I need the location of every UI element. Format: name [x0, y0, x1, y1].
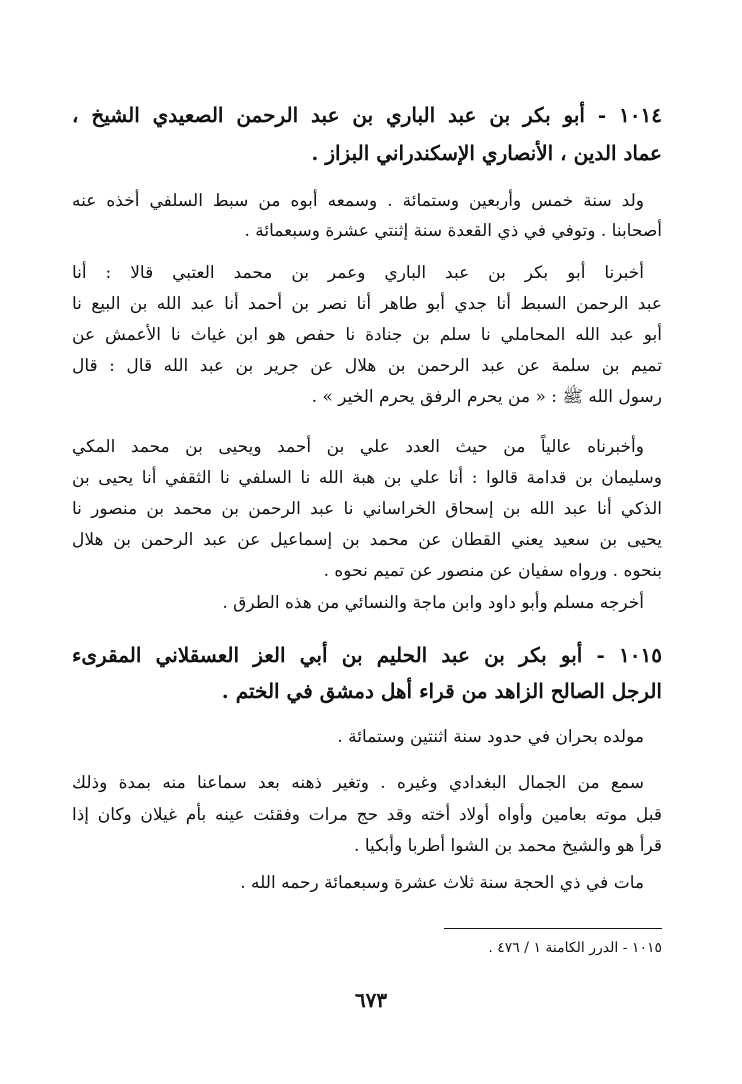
entry-1014-p3-line-3: الذكي أنا عبد الله بن إسحاق الخراساني نا عبد الرحمن بن محمد بن منصور نا	[72, 499, 662, 519]
entry-1014-heading-line-1: ١٠١٤ - أبو بكر بن عبد الباري بن عبد الرحمن الصعيدي الشيخ ،	[72, 103, 662, 127]
entry-1014-p1-line-1: ولد سنة خمس وأربعين وستمائة . وسمعه أبوه من سبط السلفي أخذه عنه	[72, 191, 644, 211]
page-number: ٦٧٣	[354, 988, 388, 1012]
footnote-divider	[444, 928, 662, 929]
entry-1014-p3-line-1: وأخبرناه عالياً من حيث العدد علي بن أحمد ويحيى بن محمد المكي	[72, 437, 644, 457]
entry-1014-p3-line-2: وسليمان بن قدامة قالوا : أنا علي بن هبة الله نا السلفي نا الثقفي أنا يحيى بن	[72, 468, 662, 488]
entry-1015-p2-line-2: قبل موته بعامين وأواه أولاد أخته وقد حج مرات وفقئت عينه بأم غيلان وكان إذا	[72, 805, 662, 825]
entry-1014-p2-line-1: أخبرنا أبو بكر بن عبد الباري وعمر بن محمد العتبي قالا : أنا	[72, 263, 644, 283]
entry-1014-p4-line-1: أخرجه مسلم وأبو داود وابن ماجة والنسائي من هذه الطرق .	[222, 593, 644, 613]
entry-1014-p2-line-3: أبو عبد الله المحاملي نا سلم بن جنادة نا حفص هو ابن غياث نا الأعمش عن	[72, 325, 662, 345]
entry-1014-p2-line-2: عبد الرحمن السبط أنا جدي أبو طاهر أنا نصر بن أحمد أنا عبد الله بن البيع نا	[72, 294, 662, 314]
entry-1014-p1-line-2: أصحابنا . وتوفي في ذي القعدة سنة إثنتي عشرة وسبعمائة .	[244, 221, 662, 241]
entry-1015-p1-line-1: مولده بحران في حدود سنة اثنتين وستمائة .	[337, 727, 644, 747]
entry-1015-p3-line-1: مات في ذي الحجة سنة ثلاث عشرة وسبعمائة رحمه الله .	[240, 873, 644, 893]
entry-1015-p2-line-1: سمع من الجمال البغدادي وغيره . وتغير ذهنه بعد سماعنا منه بمدة وذلك	[72, 773, 644, 793]
entry-1014-p2-line-5: رسول الله ﷺ : « من يحرم الرفق يحرم الخير » .	[311, 387, 662, 407]
entry-1015-heading-line-1: ١٠١٥ - أبو بكر بن عبد الحليم بن أبي العز العسقلاني المقرىء	[72, 643, 662, 667]
entry-1015-heading-line-2: الرجل الصالح الزاهد من قراء أهل دمشق في الختم .	[221, 679, 662, 703]
entry-1014-p3-line-5: بنحوه . ورواه سفيان عن منصور عن تميم نحوه .	[323, 561, 662, 581]
entry-1014-p2-line-4: تميم بن سلمة عن عبد الرحمن بن هلال عن جرير بن عبد الله قال : قال	[72, 356, 662, 376]
entry-1014-p3-line-4: يحيى بن سعيد يعني القطان عن محمد بن إسماعيل عن عبد الرحمن بن هلال	[72, 530, 662, 550]
entry-1015-p2-line-3: قرأ هو والشيخ محمد بن الشوا أطربا وأبكيا .	[354, 836, 662, 856]
entry-1014-heading-line-2: عماد الدين ، الأنصاري الإسكندراني البزاز .	[311, 141, 662, 165]
footnote: ١٠١٥ - الدرر الكامنة ١ / ٤٧٦ .	[488, 940, 662, 956]
